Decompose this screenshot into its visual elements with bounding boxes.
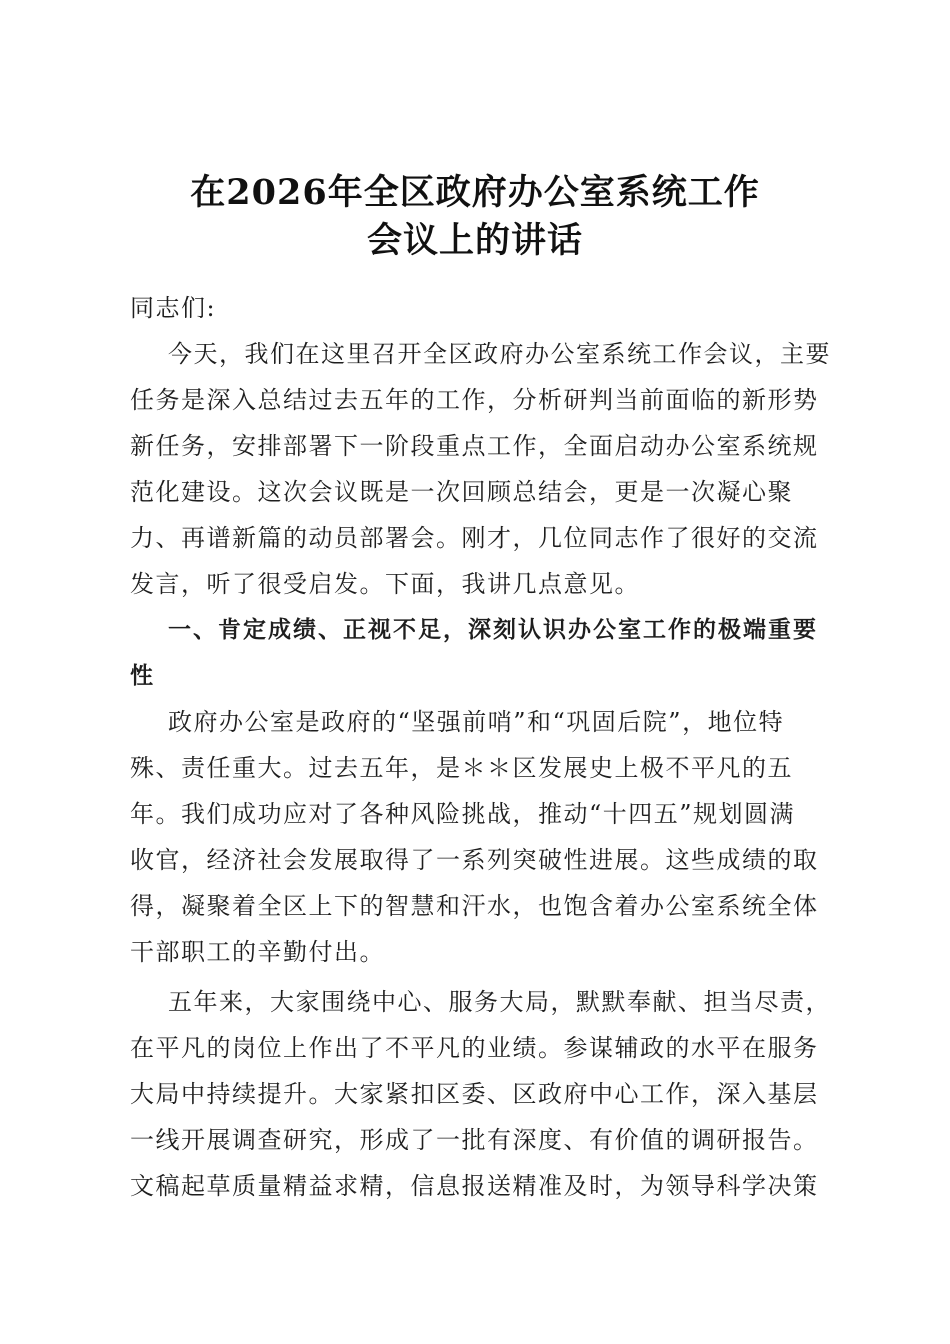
paragraph-1-line-4: 范化建设。这次会议既是一次回顾总结会，更是一次凝心聚 [130, 478, 793, 506]
paragraph-3-line-2: 在平凡的岗位上作出了不平凡的业绩。参谋辅政的水平在服务 [130, 1034, 819, 1062]
document-body [130, 285, 830, 1209]
paragraph-1-line-5: 力、再谱新篇的动员部署会。刚才，几位同志作了很好的交流 [130, 524, 819, 552]
section-heading-1-line-1: 一、肯定成绩、正视不足，深刻认识办公室工作的极端重要 [168, 617, 818, 643]
paragraph-2-line-4: 收官，经济社会发展取得了一系列突破性进展。这些成绩的取 [130, 846, 819, 874]
paragraph-1-line-3: 新任务，安排部署下一阶段重点工作，全面启动办公室系统规 [130, 432, 819, 460]
paragraph-2-line-2: 殊、责任重大。过去五年，是＊＊区发展史上极不平凡的五 [130, 754, 793, 782]
paragraph-1-line-1: 今天，我们在这里召开全区政府办公室系统工作会议，主要 [168, 340, 831, 368]
paragraph-3-line-1: 五年来，大家围绕中心、服务大局，默默奉献、担当尽责， [168, 988, 831, 1016]
paragraph-1-line-6: 发言，听了很受启发。下面，我讲几点意见。 [130, 570, 640, 598]
paragraph-3-line-5: 文稿起草质量精益求精，信息报送精准及时，为领导科学决策 [130, 1172, 819, 1200]
document-title-line-2: 会议上的讲话 [366, 220, 583, 261]
paragraph-2-line-6: 干部职工的辛勤付出。 [130, 938, 385, 966]
paragraph-3-line-3: 大局中持续提升。大家紧扣区委、区政府中心工作，深入基层 [130, 1080, 819, 1108]
paragraph-3-line-4: 一线开展调查研究，形成了一批有深度、有价值的调研报告。 [130, 1126, 819, 1154]
salutation: 同志们: [130, 294, 217, 322]
document-title-line-1: 在2026年全区政府办公室系统工作 [190, 172, 760, 213]
section-heading-1-line-2: 性 [130, 663, 155, 689]
paragraph-2-line-1: 政府办公室是政府的“坚强前哨”和“巩固后院”，地位特 [168, 708, 785, 736]
paragraph-2-line-3: 年。我们成功应对了各种风险挑战，推动“十四五”规划圆满 [130, 800, 796, 828]
paragraph-2-line-5: 得，凝聚着全区上下的智慧和汗水，也饱含着办公室系统全体 [130, 892, 819, 920]
paragraph-1-line-2: 任务是深入总结过去五年的工作，分析研判当前面临的新形势 [130, 386, 819, 414]
